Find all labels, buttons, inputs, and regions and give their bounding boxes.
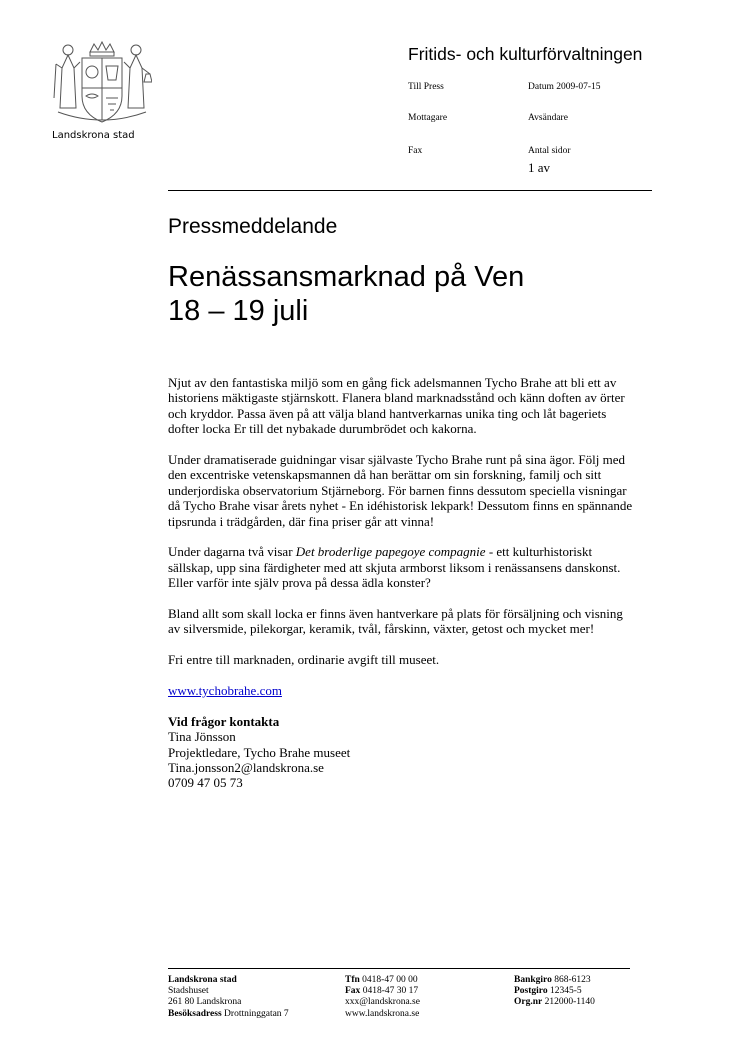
paragraph-3-text-a: Under dagarna två visar [168,544,296,560]
contact-phone: 0709 47 05 73 [168,775,243,791]
contact-role: Projektledare, Tycho Brahe museet [168,744,351,760]
coat-of-arms-icon [52,38,152,128]
footer-visit-value: Drottninggatan 7 [221,1008,289,1019]
footer-email: xxx@landskrona.se [345,997,420,1008]
footer-tel-value: 0418-47 00 00 [359,975,418,985]
footer-web: www.landskrona.se [345,1008,420,1019]
pages-value: 1 av [528,160,551,175]
footer-postgiro-value: 12345-5 [547,986,582,997]
fax-label: Fax [408,146,423,156]
footer-postal: 261 80 Landskrona [168,997,242,1008]
footer-banking [514,975,595,1009]
paragraph-2: Under dramatiserade guidningar visar självaste Tycho Brahe runt på sina ägor. Följ med den excentriske vetenskapsmannen då han berättar om sin forskning, familj och sitt underjordiska observatorium Stjärneborg. För barnen finns dessutom speciella visningar då Tycho Brahe visar årets nyhet - En idéhistorisk lekpark! Dessutom finns en spännande tipsrunda i trädgården, där fina priser går att vinna! [168,452,633,529]
footer-contact [345,975,420,1020]
footer-bankgiro-label: Bankgiro [514,975,552,985]
date-label: Datum 2009-07-15 [528,82,601,92]
document-type: Pressmeddelande [168,215,338,238]
footer-fax-value: 0418-47 30 17 [360,986,419,997]
title-line-1: Renässansmarknad på Ven [168,261,525,293]
footer-orgnr-value: 212000-1140 [542,997,595,1008]
troupe-name: Det broderlige papegoye compagnie [295,544,486,560]
footer-divider [168,968,630,969]
paragraph-3-text-b: - ett kulturhistoriskt sällskap, upp sina färdigheter med att skjuta armborst liksom i renässansens danskonst. Eller varför inte själv prova på dessa ädla konster? [168,544,621,591]
footer-orgnr-label: Org.nr [514,997,543,1008]
footer-tel-label: Tfn [345,975,360,985]
sender-label: Avsändare [528,113,568,123]
footer-postgiro-label: Postgiro [514,986,548,997]
contact-email: Tina.jonsson2@landskrona.se [168,760,324,776]
paragraph-4: Bland allt som skall locka er finns även hantverkare på plats för försäljning och visning av silversmide, pilekorgar, keramik, tvål, fårskinn, växter, getost och mycket mer! [168,606,623,637]
footer-bankgiro-value: 868-6123 [551,975,591,985]
header-divider [168,190,652,191]
title-line-2: 18 – 19 juli [168,295,309,327]
paragraph-1: Njut av den fantastiska miljö som en gång fick adelsmannen Tycho Brahe att bli ett av historiens mäktigaste stjärnskott. Flanera bland marknadsstånd och känn doften av örter och kryddor. Passa även på att välja bland hantverkarnas unika ting och låt bageriets dofter locka Er till det nybakade durumbrödet och kakorna. [168,375,625,437]
to-label: Till Press [408,82,444,92]
department-name: Fritids- och kulturförvaltningen [408,44,643,64]
footer-visit-label: Besöksadress [168,1008,222,1019]
contact-heading: Vid frågor kontakta [168,713,280,729]
contact-block [168,714,638,791]
footer-building: Stadshuset [168,986,209,997]
logo-text: Landskrona stad [52,130,135,141]
press-release-body [168,375,638,791]
paragraph-3 [168,544,638,590]
recipient-label: Mottagare [408,113,448,123]
paragraph-5: Fri entre till marknaden, ordinarie avgift till museet. [168,652,440,668]
pages-label: Antal sidor [528,146,571,156]
website-link[interactable]: www.tychobrahe.com [168,683,282,699]
footer-address [168,975,289,1020]
footer-org: Landskrona stad [168,975,237,985]
coat-of-arms-logo [40,38,160,146]
footer-fax-label: Fax [345,986,361,997]
page-title [168,260,638,328]
contact-name: Tina Jönsson [168,729,236,745]
